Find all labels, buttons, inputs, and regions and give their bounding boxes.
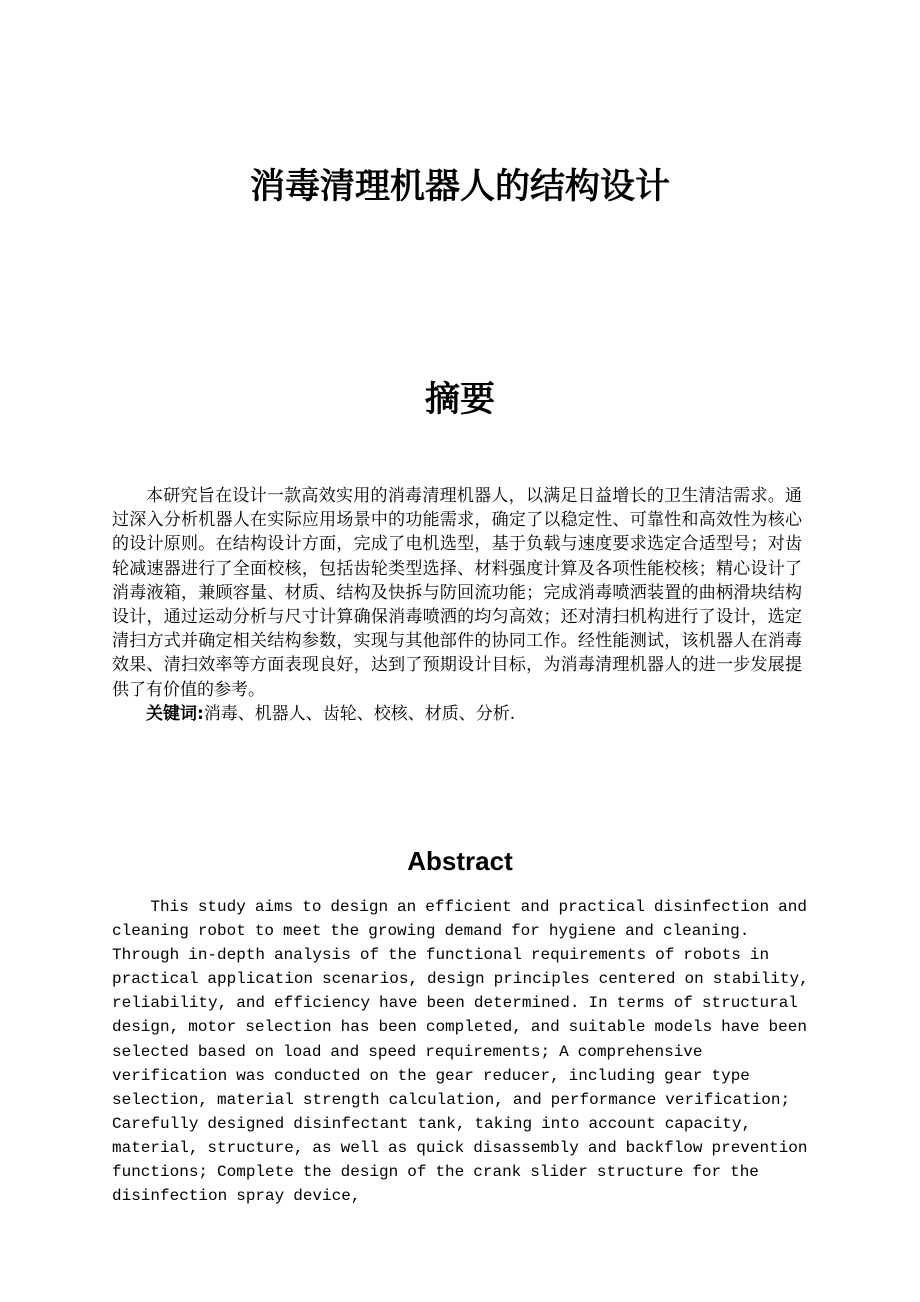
keywords-line [112,702,802,726]
keywords-label: 关键词: [146,704,204,724]
abstract-cn-heading: 摘要 [424,380,495,420]
abstract-en-body: This study aims to design an efficient and practical disinfection and cleaning robot to meet the growing demand for hygiene and cleaning. Through in-depth analysis of the functional requirements of robots in practical application scenarios, design principles centered on stability, reliability, and efficiency have been determined. In terms of structural design, motor selection has been completed, and suitable models have been selected based on load and speed requirements; A comprehensive verification was conducted on the gear reducer, including gear type selection, material strength calculation, and performance verification; Carefully designed disinfectant tank, taking into account capacity, material, structure, as well as quick disassembly and backflow prevention functions; Complete the design of the crank slider structure for the disinfection spray device, [112,898,809,1206]
keywords-text: 消毒、机器人、齿轮、校核、材质、分析. [203,704,516,724]
abstract-cn-body: 本研究旨在设计一款高效实用的消毒清理机器人，以满足日益增长的卫生清洁需求。通过深入分析机器人在实际应用场景中的功能需求，确定了以稳定性、可靠性和高效性为核心的设计原则。在结构设计方面，完成了电机选型，基于负载与速度要求选定合适型号；对齿轮减速器进行了全面校核，包括齿轮类型选择、材料强度计算及各项性能校核；精心设计了消毒液箱，兼顾容量、材质、结构及快拆与防回流功能；完成消毒喷洒装置的曲柄滑块结构设计，通过运动分析与尺寸计算确保消毒喷洒的均匀高效；还对清扫机构进行了设计，选定清扫方式并确定相关结构参数，实现与其他部件的协同工作。经性能测试，该机器人在消毒效果、清扫效率等方面表现良好，达到了预期设计目标，为消毒清理机器人的进一步发展提供了有价值的参考。 [112,486,802,700]
document-title: 消毒清理机器人的结构设计 [249,167,670,207]
abstract-en-heading: Abstract [407,846,513,876]
